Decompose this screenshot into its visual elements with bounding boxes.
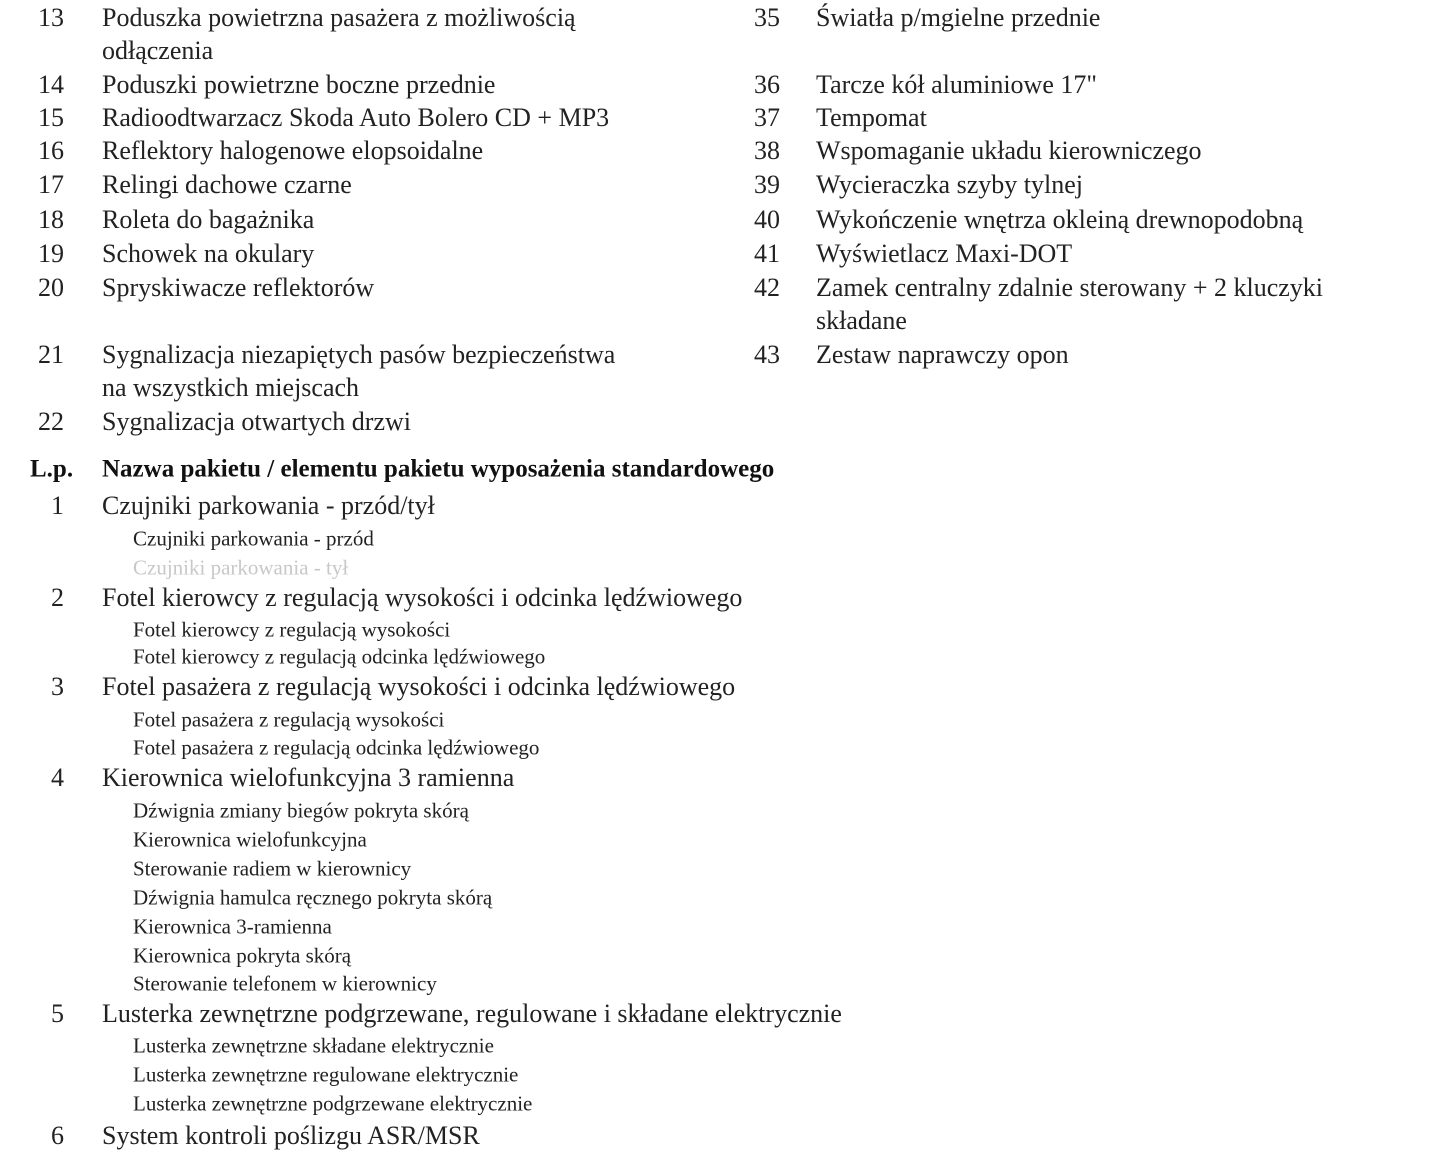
- item-text: Reflektory halogenowe elopsoidalne: [102, 136, 484, 165]
- package-name: Fotel kierowcy z regulacją wysokości i odcinka lędźwiowego: [102, 583, 743, 612]
- item-number: 36: [754, 70, 780, 99]
- item-text: Poduszki powietrzne boczne przednie: [102, 70, 496, 99]
- package-name: Czujniki parkowania - przód/tył: [102, 491, 435, 520]
- item-number: 38: [754, 136, 780, 165]
- item-number: 41: [754, 239, 780, 268]
- item-text: Poduszka powietrzna pasażera z możliwością: [102, 3, 576, 32]
- package-number: 5: [51, 999, 64, 1028]
- item-text: Sygnalizacja otwartych drzwi: [102, 407, 411, 436]
- package-element: Dźwignia zmiany biegów pokryta skórą: [133, 798, 469, 823]
- item-text: odłączenia: [102, 36, 214, 65]
- item-number: 21: [38, 340, 64, 369]
- item-number: 39: [754, 170, 780, 199]
- column-header-title: Nazwa pakietu / elementu pakietu wyposażenia standardowego: [102, 455, 775, 483]
- item-number: 13: [38, 3, 64, 32]
- item-number: 20: [38, 273, 64, 302]
- item-text: Wspomaganie układu kierowniczego: [816, 136, 1202, 165]
- item-text: na wszystkich miejscach: [102, 373, 360, 402]
- item-number: 16: [38, 136, 64, 165]
- package-name: Fotel pasażera z regulacją wysokości i odcinka lędźwiowego: [102, 672, 736, 701]
- item-text: Wyświetlacz Maxi-DOT: [816, 239, 1073, 268]
- package-element: Sterowanie telefonem w kierownicy: [133, 971, 437, 996]
- package-element: Fotel pasażera z regulacją odcinka lędźwiowego: [133, 735, 540, 760]
- item-text: Tempomat: [816, 103, 927, 132]
- item-text: Światła p/mgielne przednie: [816, 3, 1101, 32]
- item-text: Zestaw naprawczy opon: [816, 340, 1069, 369]
- package-element: Fotel pasażera z regulacją wysokości: [133, 707, 445, 732]
- item-number: 14: [38, 70, 64, 99]
- package-number: 6: [51, 1121, 64, 1150]
- item-text: Spryskiwacze reflektorów: [102, 273, 375, 302]
- package-element: Fotel kierowcy z regulacją wysokości: [133, 617, 451, 642]
- item-number: 43: [754, 340, 780, 369]
- item-number: 35: [754, 3, 780, 32]
- package-element: Dźwignia hamulca ręcznego pokryta skórą: [133, 885, 493, 910]
- package-element: Fotel kierowcy z regulacją odcinka lędźwiowego: [133, 644, 546, 669]
- package-element: Kierownica pokryta skórą: [133, 943, 352, 968]
- item-number: 40: [754, 205, 780, 234]
- package-element: Sterowanie radiem w kierownicy: [133, 856, 412, 881]
- package-element: Czujniki parkowania - przód: [133, 526, 374, 551]
- item-text: Roleta do bagażnika: [102, 205, 315, 234]
- package-name: System kontroli poślizgu ASR/MSR: [102, 1121, 480, 1150]
- item-number: 19: [38, 239, 64, 268]
- package-element: Czujniki parkowania - tył: [133, 555, 349, 580]
- item-number: 22: [38, 407, 64, 436]
- item-text: Schowek na okulary: [102, 239, 315, 268]
- package-element: Lusterka zewnętrzne podgrzewane elektrycznie: [133, 1091, 533, 1116]
- item-text: Wykończenie wnętrza okleiną drewnopodobną: [816, 205, 1304, 234]
- package-number: 1: [51, 491, 64, 520]
- item-number: 18: [38, 205, 64, 234]
- column-header-lp: L.p.: [30, 455, 74, 483]
- package-number: 2: [51, 583, 64, 612]
- item-text: Radioodtwarzacz Skoda Auto Bolero CD + MP3: [102, 103, 610, 132]
- package-element: Kierownica wielofunkcyjna: [133, 827, 367, 852]
- item-text: składane: [816, 306, 907, 335]
- item-number: 15: [38, 103, 64, 132]
- item-number: 17: [38, 170, 64, 199]
- package-name: Kierownica wielofunkcyjna 3 ramienna: [102, 763, 515, 792]
- item-number: 42: [754, 273, 780, 302]
- package-element: Lusterka zewnętrzne regulowane elektrycznie: [133, 1062, 519, 1087]
- item-text: Zamek centralny zdalnie sterowany + 2 kluczyki: [816, 273, 1324, 302]
- item-text: Sygnalizacja niezapiętych pasów bezpieczeństwa: [102, 340, 616, 369]
- package-name: Lusterka zewnętrzne podgrzewane, regulowane i składane elektrycznie: [102, 999, 842, 1028]
- item-text: Tarcze kół aluminiowe 17": [816, 70, 1097, 99]
- item-number: 37: [754, 103, 780, 132]
- item-text: Wycieraczka szyby tylnej: [816, 170, 1083, 199]
- package-number: 3: [51, 672, 64, 701]
- package-element: Kierownica 3-ramienna: [133, 914, 332, 939]
- package-element: Lusterka zewnętrzne składane elektrycznie: [133, 1033, 494, 1058]
- package-number: 4: [51, 763, 64, 792]
- item-text: Relingi dachowe czarne: [102, 170, 352, 199]
